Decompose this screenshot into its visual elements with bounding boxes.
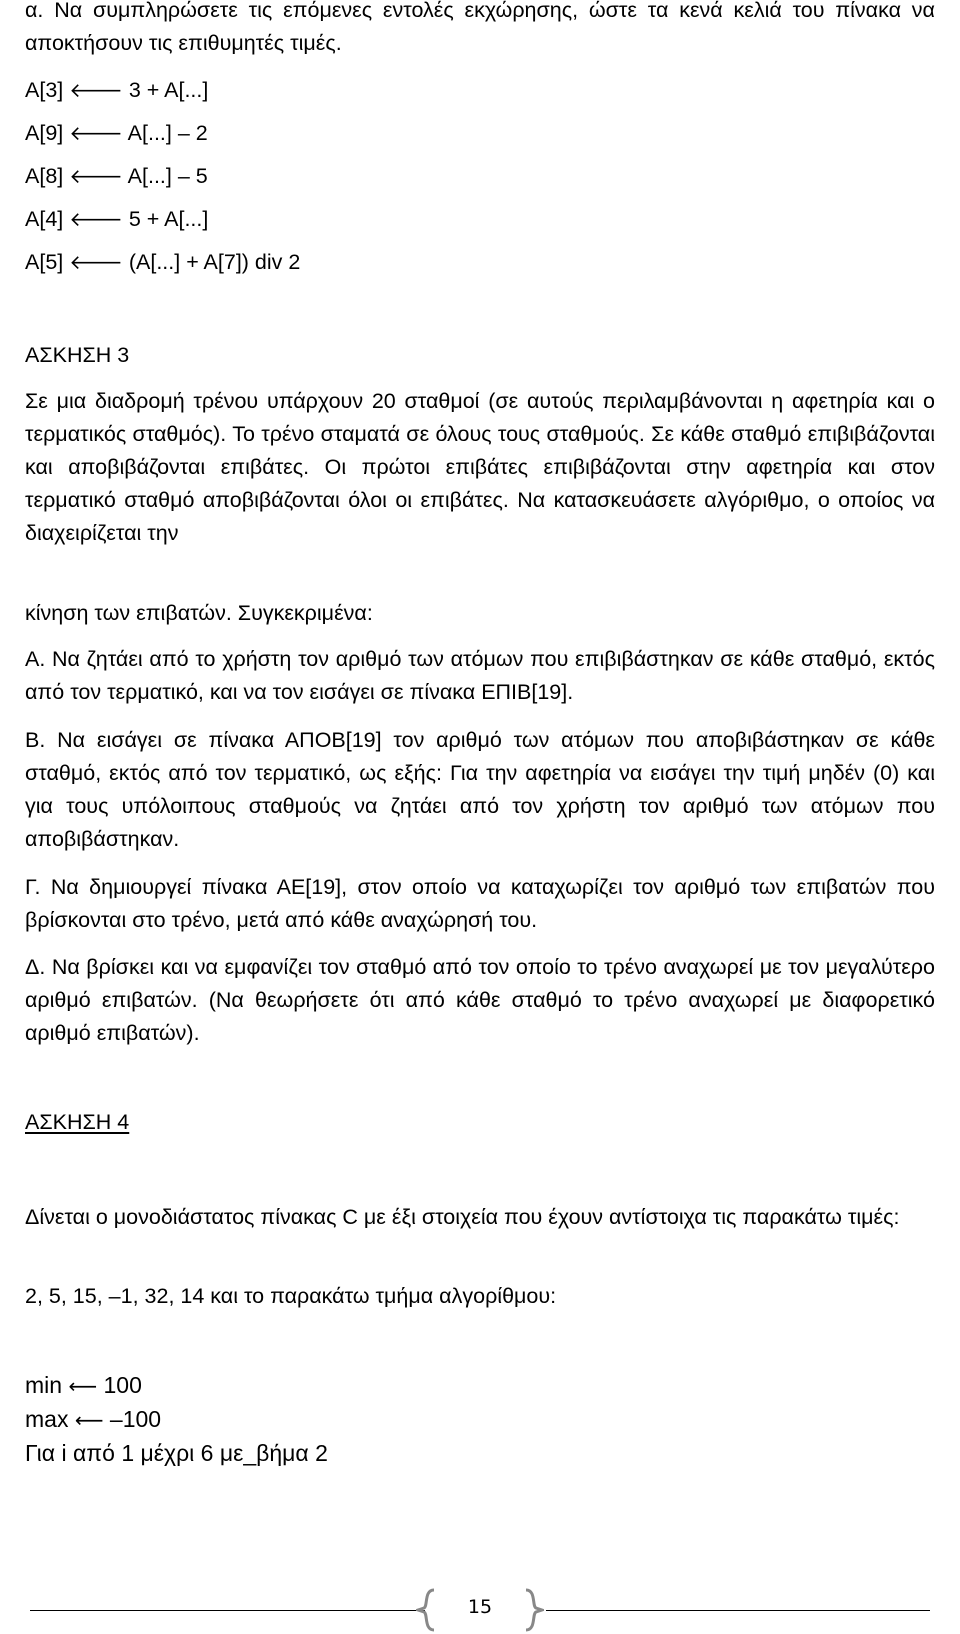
assignment-line (25, 246, 935, 279)
exercise3-item-d: Δ. Να βρίσκει και να εμφανίζει τον σταθμό από τον οποίο το τρένο αναχωρεί με τον μεγαλύτερο αριθμό επιβατών. (Να θεωρήσετε ότι από κάθε σταθμό το τρένο αναχωρεί με διαφορετικό αριθμό επιβατών). (25, 955, 935, 1045)
exercise3-heading: ΑΣΚΗΣΗ 3 (25, 343, 130, 367)
footer-rule-left (30, 1610, 425, 1611)
left-arrow-icon: 🡐 (69, 121, 123, 145)
assignment-lhs: A[9] (25, 121, 64, 145)
part-a-intro: α. Να συμπληρώσετε τις επόμενες εντολές εκχώρησης, ώστε τα κενά κελιά του πίνακα να αποκτήσουν τις επιθυμητές τιμές. (25, 0, 935, 55)
code-value: 100 (103, 1372, 142, 1398)
code-line (25, 1368, 142, 1403)
left-long-arrow-icon: ⟵ (68, 1374, 98, 1398)
assignment-lhs: A[4] (25, 207, 64, 231)
code-variable: min (25, 1372, 63, 1398)
code-value: –100 (109, 1406, 162, 1432)
assignment-line (25, 203, 935, 236)
left-brace-icon (416, 1588, 438, 1632)
exercise3-item-c: Γ. Να δημιουργεί πίνακα ΑΕ[19], στον οποίο να καταχωρίζει τον αριθμό των επιβατών που βρίσκονται στο τρένο, μετά από κάθε αναχώρησή του. (25, 875, 935, 932)
assignment-rhs: (A[...] + A[7]) div 2 (128, 250, 301, 274)
code-line-loop: Για i από 1 μέχρι 6 με_βήμα 2 (25, 1440, 328, 1466)
exercise3-paragraph: Σε μια διαδρομή τρένου υπάρχουν 20 σταθμοί (σε αυτούς περιλαμβάνονται η αφετηρία και ο τερματικός σταθμός). Το τρένο σταματά σε όλους τους σταθμούς. Σε κάθε σταθμό επιβιβάζονται και αποβιβάζονται επιβάτες. Οι πρώτοι επιβάτες επιβιβάζονται στην αφετηρία και στον τερματικό σταθμό αποβιβάζονται όλοι οι επιβάτες. Να κατασκευάσετε αλγόριθμο, ο οποίος να διαχειρίζεται την (25, 389, 935, 545)
left-arrow-icon: 🡐 (69, 78, 123, 102)
left-arrow-icon: 🡐 (69, 207, 123, 231)
exercise4-heading: ΑΣΚΗΣΗ 4 (25, 1110, 130, 1134)
exercise3-item-a: Α. Να ζητάει από το χρήστη τον αριθμό των ατόμων που επιβιβάστηκαν σε κάθε σταθμό, εκτός από τον τερματικό, και να τον εισάγει σε πίνακα ΕΠΙΒ[19]. (25, 647, 935, 704)
right-brace-icon (522, 1588, 544, 1632)
exercise4-paragraph: Δίνεται ο μονοδιάστατος πίνακας C με έξι στοιχεία που έχουν αντίστοιχα τις παρακάτω τιμές: (25, 1205, 900, 1229)
code-variable: max (25, 1406, 69, 1432)
assignment-line (25, 74, 935, 107)
code-line (25, 1402, 161, 1437)
exercise3-item-b: Β. Να εισάγει σε πίνακα ΑΠΟΒ[19] τον αριθμό των ατόμων που αποβιβάστηκαν σε κάθε σταθμό, εκτός από τον τερματικό, ως εξής: Για την αφετηρία να εισάγει την τιμή μηδέν (0) και για τους υπόλοιπους σταθμούς να ζητάει από τον χρήστη τον αριθμό των ατόμων που αποβιβάστηκαν. (25, 728, 935, 851)
exercise4-values: 2, 5, 15, –1, 32, 14 και το παρακάτω τμήμα αλγορίθμου: (25, 1284, 557, 1308)
assignment-lhs: A[8] (25, 164, 64, 188)
footer-rule-right (546, 1610, 930, 1611)
assignment-lhs: A[3] (25, 78, 64, 102)
exercise4-heading-wrap (25, 1106, 935, 1139)
assignment-rhs: A[...] – 2 (127, 121, 208, 145)
exercise3-paragraph: κίνηση των επιβατών. Συγκεκριμένα: (25, 601, 373, 625)
page-footer (0, 1588, 960, 1634)
assignment-rhs: A[...] – 5 (127, 164, 208, 188)
assignment-line (25, 117, 935, 150)
left-arrow-icon: 🡐 (69, 164, 123, 188)
left-arrow-icon: 🡐 (69, 250, 123, 274)
assignment-rhs: 3 + A[...] (128, 78, 209, 102)
assignment-lhs: A[5] (25, 250, 64, 274)
assignment-line (25, 160, 935, 193)
left-long-arrow-icon: ⟵ (74, 1408, 104, 1432)
assignment-rhs: 5 + A[...] (128, 207, 209, 231)
page-number: 15 (467, 1596, 493, 1618)
